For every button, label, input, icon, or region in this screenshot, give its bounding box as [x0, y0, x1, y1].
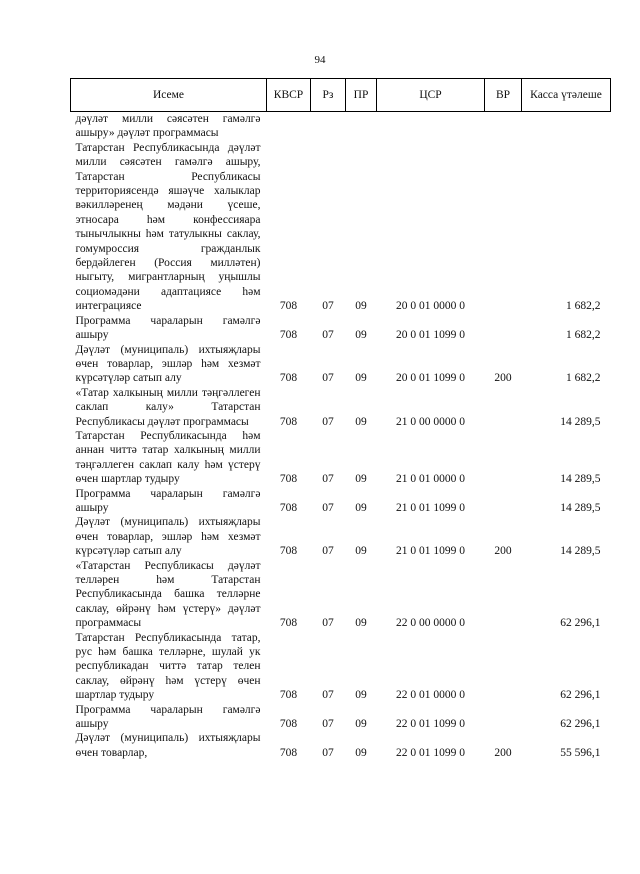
cell-vr — [485, 631, 522, 703]
cell-csr — [377, 112, 485, 141]
header-csr: ЦСР — [377, 79, 485, 112]
cell-pr: 09 — [355, 617, 367, 630]
cell-kvsr: 708 — [279, 746, 298, 759]
cell-name: Программа чараларын гамәлгә ашыру — [75, 703, 261, 731]
table-row — [71, 112, 611, 141]
header-vr: ВР — [485, 79, 522, 112]
cell-vr — [485, 487, 522, 516]
cell-rz: 07 — [322, 501, 334, 514]
cell-pr — [346, 112, 377, 141]
cell-csr: 21 0 00 0000 0 — [396, 415, 465, 428]
cell-name: Программа чараларын гамәлгә ашыру — [75, 487, 261, 514]
cell-pr: 09 — [355, 501, 367, 514]
table-row — [71, 343, 611, 386]
cell-vr — [485, 429, 522, 487]
table-row — [71, 487, 611, 516]
cell-vr — [485, 559, 522, 631]
header-kassa: Касса үтәлеше — [522, 79, 611, 112]
cell-rz — [311, 112, 346, 141]
cell-kassa: 14 289,5 — [560, 415, 601, 428]
cell-kassa: 62 296,1 — [560, 617, 601, 630]
cell-csr: 22 0 00 0000 0 — [396, 617, 465, 630]
cell-kassa: 14 289,5 — [560, 545, 601, 558]
budget-table — [70, 78, 611, 760]
cell-kassa: 1 682,2 — [566, 300, 601, 313]
cell-pr: 09 — [355, 372, 367, 385]
cell-csr: 22 0 01 0000 0 — [396, 689, 465, 702]
cell-csr: 21 0 01 0000 0 — [396, 473, 465, 486]
cell-rz: 07 — [322, 746, 334, 759]
cell-rz: 07 — [322, 545, 334, 558]
cell-vr — [485, 314, 522, 343]
cell-kassa — [522, 112, 611, 141]
cell-vr: 200 — [494, 746, 512, 759]
header-pr: ПР — [346, 79, 377, 112]
table-row — [71, 515, 611, 558]
cell-rz: 07 — [322, 372, 334, 385]
cell-kvsr: 708 — [279, 689, 298, 702]
table-row — [71, 386, 611, 429]
cell-rz: 07 — [322, 617, 334, 630]
table-row — [71, 631, 611, 703]
cell-rz: 07 — [322, 329, 334, 342]
cell-vr — [485, 112, 522, 141]
cell-name: Дәүләт (муниципаль) ихтыяҗлары өчен товарлар, эшләр һәм хезмәт күрсәтүләр сатып алу — [75, 343, 261, 385]
cell-kvsr: 708 — [279, 329, 298, 342]
cell-kvsr: 708 — [279, 372, 298, 385]
cell-csr: 22 0 01 1099 0 — [396, 746, 465, 759]
cell-kvsr: 708 — [279, 501, 298, 514]
cell-name: Дәүләт (муниципаль) ихтыяҗлары өчен товарлар, эшләр һәм хезмәт күрсәтүләр сатып алу — [75, 516, 261, 558]
cell-kassa: 1 682,2 — [566, 329, 601, 342]
page-number: 94 — [314, 54, 326, 66]
cell-kvsr: 708 — [279, 415, 298, 428]
header-kvsr: КВСР — [267, 79, 311, 112]
cell-kvsr: 708 — [279, 300, 298, 313]
cell-pr: 09 — [355, 415, 367, 428]
cell-csr: 21 0 01 1099 0 — [396, 545, 465, 558]
cell-name: Дәүләт (муниципаль) ихтыяҗлары өчен товарлар, — [75, 732, 261, 759]
cell-pr: 09 — [355, 545, 367, 558]
cell-kvsr: 708 — [279, 718, 298, 731]
cell-csr: 20 0 01 0000 0 — [396, 300, 465, 313]
cell-kassa: 14 289,5 — [560, 501, 601, 514]
cell-rz: 07 — [322, 300, 334, 313]
cell-name: Татарстан Республикасында татар, рус һәм башка телләрне, шулай ук республикадан читтә татар телен саклау, өйрәнү һәм үстерү өчен шартлар тудыру — [75, 631, 261, 702]
cell-pr: 09 — [355, 300, 367, 313]
cell-pr: 09 — [355, 718, 367, 731]
cell-rz: 07 — [322, 718, 334, 731]
cell-csr: 20 0 01 1099 0 — [396, 372, 465, 385]
cell-pr: 09 — [355, 689, 367, 702]
cell-kvsr: 708 — [279, 617, 298, 630]
cell-name: Татарстан Республикасында һәм аннан читтә татар халкының милли тәңгәллеген саклап калу һәм үстерү өчен шартлар тудыру — [75, 429, 261, 486]
cell-pr: 09 — [355, 329, 367, 342]
cell-pr: 09 — [355, 473, 367, 486]
cell-vr — [485, 703, 522, 732]
header-name: Исеме — [71, 79, 267, 112]
cell-name: Программа чараларын гамәлгә ашыру — [75, 314, 261, 342]
cell-csr: 21 0 01 1099 0 — [396, 501, 465, 514]
cell-rz: 07 — [322, 473, 334, 486]
cell-name: «Татар халкының милли тәңгәллеген саклап калу» Татарстан Республикасы дәүләт программасы — [75, 386, 261, 428]
table-row — [71, 559, 611, 631]
cell-kvsr — [267, 112, 311, 141]
cell-kassa: 1 682,2 — [566, 372, 601, 385]
cell-rz: 07 — [322, 415, 334, 428]
cell-kassa: 62 296,1 — [560, 689, 601, 702]
table-row — [71, 314, 611, 343]
table-row — [71, 141, 611, 314]
cell-pr: 09 — [355, 746, 367, 759]
cell-name: дәүләт милли сәясәтен гамәлгә ашыру» дәүләт программасы — [75, 113, 261, 140]
cell-kassa: 14 289,5 — [560, 473, 601, 486]
cell-kvsr: 708 — [279, 473, 298, 486]
table-row — [71, 429, 611, 487]
table-row — [71, 703, 611, 732]
cell-csr: 20 0 01 1099 0 — [396, 329, 465, 342]
cell-name: Татарстан Республикасында дәүләт милли сәясәтен гамәлгә ашыру, Татарстан Республикасы территориясендә яшәүче халыклар вәкилләренең мәдәни үсеше, этносара һәм конфессияара тынычлыкны һәм татулыкны саклау, гомумроссия гражданлык бердәйлеген (Россия милләтен) ныгыту, мигрантларның уңышлы социомәдәни адаптациясе һәм интеграциясе — [75, 141, 261, 313]
header-rz: Рз — [311, 79, 346, 112]
cell-vr: 200 — [494, 545, 512, 558]
cell-kassa: 55 596,1 — [560, 746, 601, 759]
cell-vr: 200 — [494, 372, 512, 385]
cell-vr — [485, 141, 522, 314]
table-header-row — [71, 79, 611, 112]
cell-kassa: 62 296,1 — [560, 718, 601, 731]
cell-name: «Татарстан Республикасы дәүләт телләрен һәм Татарстан Республикасында башка телләрне саклау, өйрәнү һәм үстерү» дәүләт программасы — [75, 559, 261, 630]
table-row — [71, 731, 611, 760]
cell-csr: 22 0 01 1099 0 — [396, 718, 465, 731]
cell-rz: 07 — [322, 689, 334, 702]
cell-vr — [485, 386, 522, 429]
cell-kvsr: 708 — [279, 545, 298, 558]
